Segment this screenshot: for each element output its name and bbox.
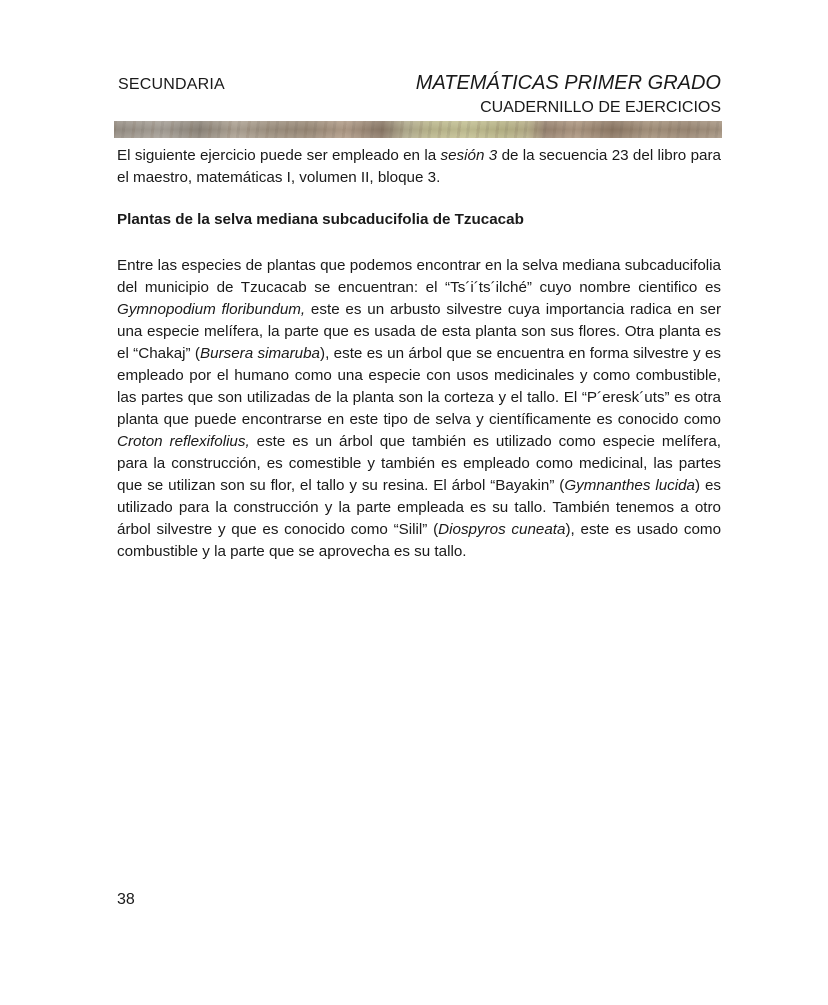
- paragraph-text: ), este es un árbol que se encuentra en forma silvestre y es empleado por el humano como una especie con usos medicinales y como combustible, las partes que son utilizadas de la planta son la corteza y el tallo. El “P´eresk´uts” es otra planta que puede encontrarse en este tipo de selva y científicamente es conocido como: [117, 345, 721, 428]
- scientific-name: Bursera simaruba: [200, 345, 321, 362]
- scientific-name: Gymnopodium floribundum,: [117, 301, 306, 318]
- paragraph-text: este es un arbusto silvestre cuya importancia radica en ser una especie melífera, la parte que es usada de esta planta son sus flores. Otra planta es el “Chakaj” (: [117, 301, 721, 362]
- decorative-texture-band: [114, 121, 722, 138]
- scientific-name: Croton reflexifolius,: [117, 433, 250, 450]
- paragraph-text: este es un árbol que también es utilizado como especie melífera, para la construcción, es comestible y también es empleado como medicinal, las partes que se utilizan son su flor, el tallo y su resina. El árbol “Bayakin” (: [117, 433, 721, 494]
- paragraph-text: Entre las especies de plantas que podemos encontrar en la selva mediana subcaducifolia del municipio de Tzucacab se encuentran: el “Ts´i´ts´ilché” cuyo nombre cientifico es: [117, 257, 721, 296]
- scientific-name: Gymnanthes lucida: [564, 477, 696, 494]
- header-subtitle: CUADERNILLO DE EJERCICIOS: [480, 99, 721, 116]
- scientific-name: Diospyros cuneata: [438, 521, 566, 538]
- section-title: Plantas de la selva mediana subcaducifolia de Tzucacab: [117, 211, 524, 228]
- page-number: 38: [117, 891, 135, 908]
- paragraph-text: ), este es usado como combustible y la parte que se aprovecha es su tallo.: [117, 521, 722, 560]
- intro-text-part: El siguiente ejercicio puede ser empleado en la: [117, 147, 441, 164]
- intro-session-italic: sesión 3: [440, 147, 498, 164]
- intro-paragraph: [117, 145, 721, 189]
- intro-text-part: de la secuencia 23 del libro para el maestro, matemáticas I, volumen II, bloque 3.: [117, 147, 721, 186]
- header-level-label: SECUNDARIA: [118, 76, 225, 93]
- paragraph-text: ) es utilizado para la construcción y la parte empleada es su tallo. También tenemos a otro árbol silvestre y que es conocido como “Silil” (: [117, 477, 721, 538]
- main-paragraph: [117, 255, 721, 563]
- header-title: MATEMÁTICAS PRIMER GRADO: [415, 72, 721, 94]
